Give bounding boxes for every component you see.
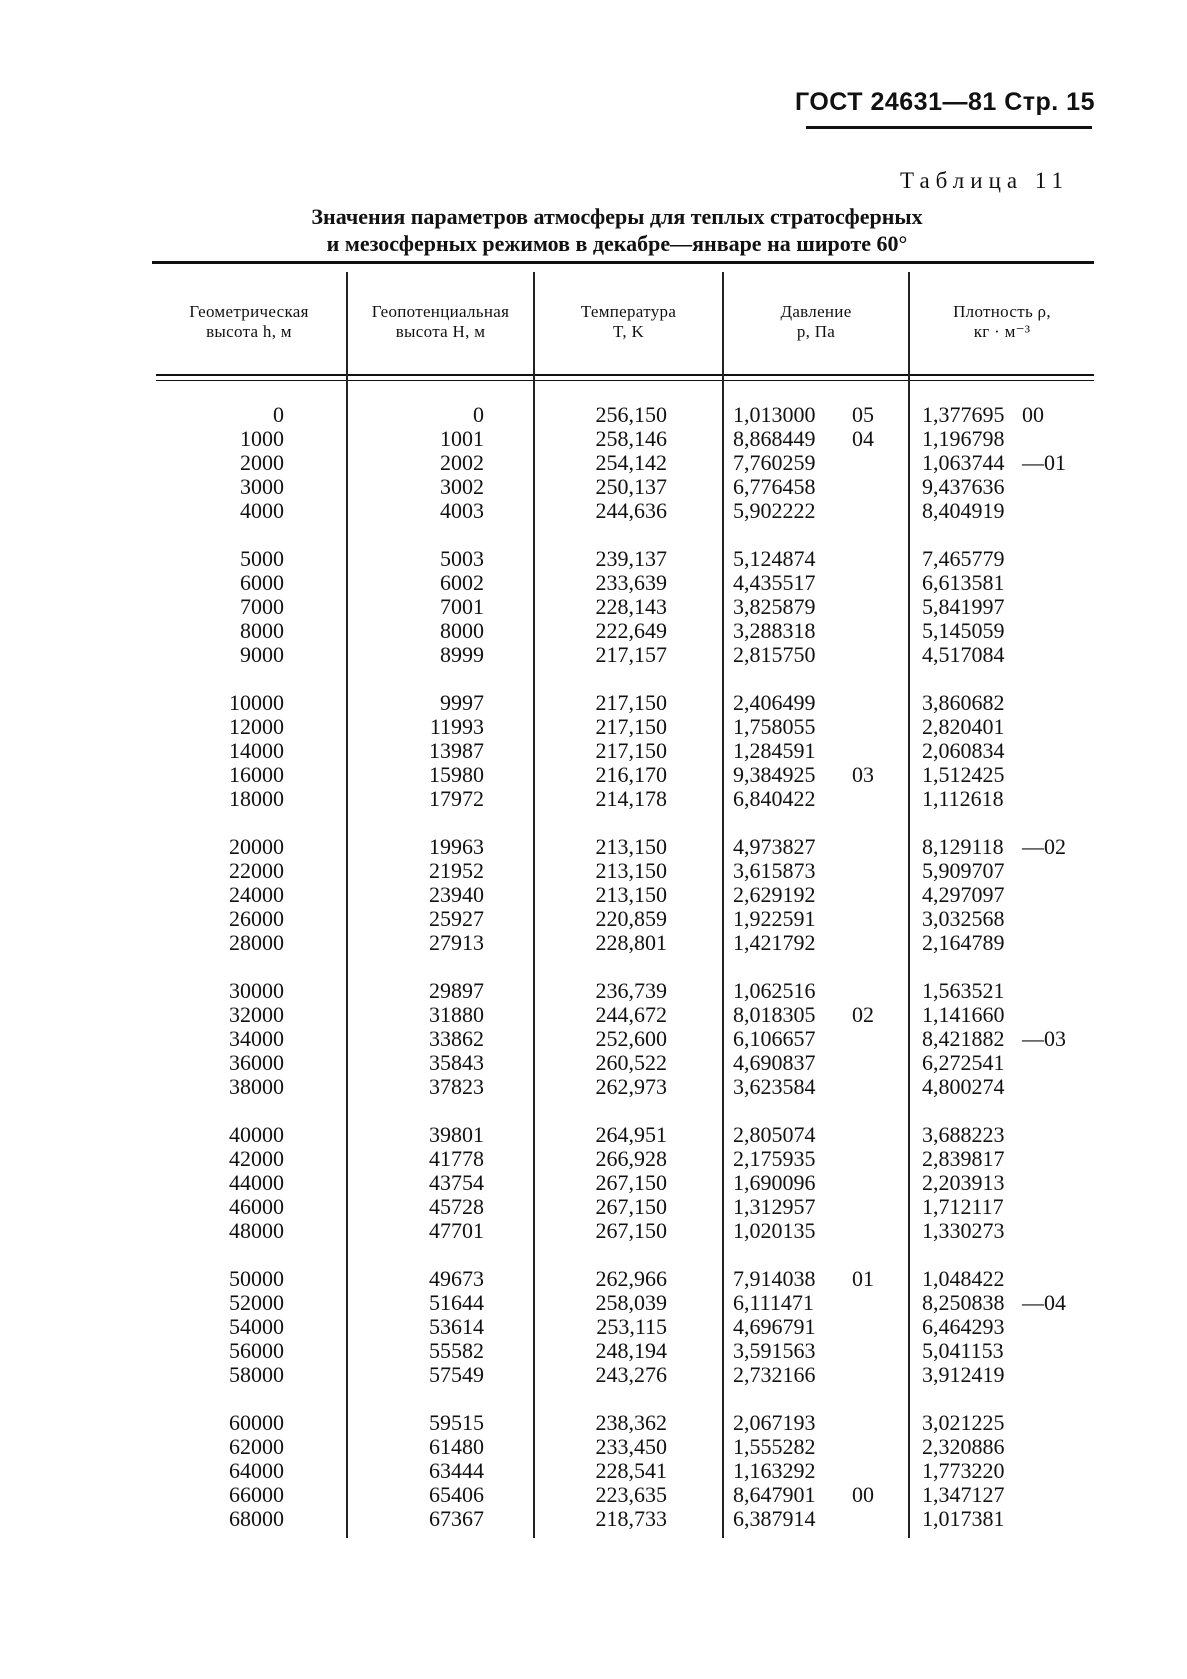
- cell-pressure: 1,922591: [733, 906, 816, 931]
- cell-pressure: 4,696791: [733, 1314, 816, 1339]
- cell-geometric-height: 20000: [229, 834, 284, 859]
- cell-temperature: 244,636: [595, 498, 667, 523]
- cell-density: 5,041153: [922, 1338, 1004, 1363]
- cell-geopotential-height: 27913: [429, 930, 484, 955]
- cell-density: 1,773220: [922, 1458, 1005, 1483]
- cell-density: 8,129118: [922, 834, 1004, 859]
- table-row: [0, 451, 1187, 475]
- cell-density: 1,347127: [922, 1482, 1005, 1507]
- cell-pressure: 2,067193: [733, 1410, 816, 1435]
- cell-geometric-height: 18000: [229, 786, 284, 811]
- cell-density-exponent: —01: [1022, 450, 1066, 475]
- cell-pressure-exponent: 01: [852, 1266, 874, 1291]
- cell-temperature: 213,150: [595, 834, 667, 859]
- cell-density: 2,320886: [922, 1434, 1005, 1459]
- cell-temperature: 238,362: [595, 1410, 667, 1435]
- header-bottom-rule-thin: [156, 380, 1094, 381]
- cell-temperature: 233,450: [595, 1434, 667, 1459]
- cell-density: 1,048422: [922, 1266, 1005, 1291]
- cell-pressure: 8,868449: [733, 426, 816, 451]
- table-row: [0, 571, 1187, 595]
- header-bottom-rule: [156, 374, 1094, 376]
- cell-pressure: 3,615873: [733, 858, 816, 883]
- cell-geopotential-height: 63444: [429, 1458, 484, 1483]
- cell-geometric-height: 0: [273, 402, 284, 427]
- table-row: [0, 403, 1187, 427]
- cell-geopotential-height: 41778: [429, 1146, 484, 1171]
- cell-pressure: 6,776458: [733, 474, 816, 499]
- cell-temperature: 244,672: [595, 1002, 667, 1027]
- table-row: [0, 1003, 1187, 1027]
- cell-pressure: 9,384925: [733, 762, 816, 787]
- table-row: [0, 1267, 1187, 1291]
- cell-geopotential-height: 1001: [440, 426, 484, 451]
- column-header-line2: высота H, м: [395, 322, 486, 341]
- cell-pressure: 3,825879: [733, 594, 816, 619]
- cell-geometric-height: 16000: [229, 762, 284, 787]
- cell-density: 6,613581: [922, 570, 1005, 595]
- cell-pressure-exponent: 03: [852, 762, 874, 787]
- cell-geopotential-height: 3002: [440, 474, 484, 499]
- table-row: [0, 475, 1187, 499]
- cell-pressure: 2,805074: [733, 1122, 816, 1147]
- cell-geopotential-height: 11993: [429, 714, 484, 739]
- cell-density: 5,841997: [922, 594, 1005, 619]
- cell-temperature: 267,150: [595, 1170, 667, 1195]
- cell-temperature: 220,859: [595, 906, 667, 931]
- cell-pressure-exponent: 02: [852, 1002, 874, 1027]
- cell-geometric-height: 2000: [240, 450, 284, 475]
- cell-geopotential-height: 47701: [429, 1218, 484, 1243]
- table-row: [0, 1459, 1187, 1483]
- cell-geometric-height: 42000: [229, 1146, 284, 1171]
- cell-geopotential-height: 6002: [440, 570, 484, 595]
- cell-temperature: 217,150: [595, 738, 667, 763]
- cell-density: 1,196798: [922, 426, 1005, 451]
- cell-pressure-exponent: 00: [852, 1482, 874, 1507]
- cell-geometric-height: 10000: [229, 690, 284, 715]
- cell-geopotential-height: 5003: [440, 546, 484, 571]
- cell-geopotential-height: 31880: [429, 1002, 484, 1027]
- table-row: [0, 1171, 1187, 1195]
- cell-density: 2,060834: [922, 738, 1005, 763]
- table-row: [0, 1123, 1187, 1147]
- table-title-line2: и мезосферных режимов в декабре—январе на широте 60°: [326, 231, 908, 256]
- cell-geometric-height: 40000: [229, 1122, 284, 1147]
- table-row: [0, 907, 1187, 931]
- cell-pressure: 1,312957: [733, 1194, 816, 1219]
- row-group: [0, 1123, 1187, 1243]
- cell-geometric-height: 64000: [229, 1458, 284, 1483]
- column-header-line2: T, K: [612, 322, 645, 341]
- cell-density: 3,860682: [922, 690, 1005, 715]
- cell-density: 3,021225: [922, 1410, 1005, 1435]
- column-header-geopotential-height: [348, 302, 533, 342]
- cell-geopotential-height: 21952: [429, 858, 484, 883]
- table-row: [0, 499, 1187, 523]
- table-row: [0, 739, 1187, 763]
- cell-temperature: 239,137: [595, 546, 667, 571]
- cell-geopotential-height: 4003: [440, 498, 484, 523]
- cell-density: 3,688223: [922, 1122, 1005, 1147]
- cell-geopotential-height: 9997: [440, 690, 484, 715]
- table-row: [0, 1051, 1187, 1075]
- cell-density-exponent: 00: [1022, 402, 1044, 427]
- cell-density: 4,517084: [922, 642, 1005, 667]
- cell-pressure: 1,555282: [733, 1434, 816, 1459]
- cell-geopotential-height: 25927: [429, 906, 484, 931]
- cell-geopotential-height: 53614: [429, 1314, 484, 1339]
- cell-geometric-height: 9000: [240, 642, 284, 667]
- cell-pressure: 3,288318: [733, 618, 816, 643]
- cell-geopotential-height: 8000: [440, 618, 484, 643]
- column-header-line1: Геометрическая: [189, 302, 309, 321]
- cell-temperature: 228,143: [595, 594, 667, 619]
- cell-density: 4,800274: [922, 1074, 1005, 1099]
- row-group: [0, 1267, 1187, 1387]
- row-group: [0, 1411, 1187, 1531]
- cell-geopotential-height: 59515: [429, 1410, 484, 1435]
- table-row: [0, 1075, 1187, 1099]
- cell-geopotential-height: 8999: [440, 642, 484, 667]
- table-row: [0, 859, 1187, 883]
- cell-temperature: 213,150: [595, 858, 667, 883]
- cell-geometric-height: 68000: [229, 1506, 284, 1531]
- cell-pressure: 4,690837: [733, 1050, 816, 1075]
- header-rule: [806, 126, 1092, 129]
- table-row: [0, 1435, 1187, 1459]
- cell-temperature: 254,142: [595, 450, 667, 475]
- cell-density-exponent: —03: [1022, 1026, 1066, 1051]
- cell-geometric-height: 28000: [229, 930, 284, 955]
- cell-density: 8,404919: [922, 498, 1005, 523]
- cell-geometric-height: 60000: [229, 1410, 284, 1435]
- cell-temperature: 253,115: [596, 1314, 667, 1339]
- cell-geopotential-height: 55582: [429, 1338, 484, 1363]
- cell-density: 8,421882: [922, 1026, 1005, 1051]
- row-group: [0, 979, 1187, 1099]
- table-row: [0, 1147, 1187, 1171]
- cell-geopotential-height: 65406: [429, 1482, 484, 1507]
- cell-density: 4,297097: [922, 882, 1005, 907]
- cell-pressure: 4,435517: [733, 570, 816, 595]
- cell-temperature: 228,541: [595, 1458, 667, 1483]
- table-top-rule: [152, 261, 1094, 264]
- cell-density: 8,250838: [922, 1290, 1005, 1315]
- cell-geometric-height: 24000: [229, 882, 284, 907]
- column-header-line1: Давление: [780, 302, 852, 321]
- column-header-line2: кг · м⁻³: [973, 322, 1031, 341]
- row-group: [0, 403, 1187, 523]
- column-header-line2: высота h, м: [206, 322, 292, 341]
- cell-geometric-height: 30000: [229, 978, 284, 1003]
- cell-pressure: 1,163292: [733, 1458, 816, 1483]
- cell-geopotential-height: 35843: [429, 1050, 484, 1075]
- column-header-line1: Температура: [580, 302, 677, 321]
- table-row: [0, 1195, 1187, 1219]
- cell-temperature: 258,146: [595, 426, 667, 451]
- table-title-line1: Значения параметров атмосферы для теплых стратосферных: [311, 204, 923, 229]
- table-row: [0, 691, 1187, 715]
- table-row: [0, 1507, 1187, 1531]
- cell-temperature: 228,801: [595, 930, 667, 955]
- cell-geometric-height: 32000: [229, 1002, 284, 1027]
- cell-density: 1,712117: [922, 1194, 1004, 1219]
- cell-density: 2,820401: [922, 714, 1005, 739]
- table-row: [0, 1291, 1187, 1315]
- cell-geopotential-height: 23940: [429, 882, 484, 907]
- cell-temperature: 264,951: [595, 1122, 667, 1147]
- column-header-density: [910, 302, 1094, 342]
- cell-geometric-height: 50000: [229, 1266, 284, 1291]
- cell-temperature: 267,150: [595, 1194, 667, 1219]
- cell-pressure: 7,760259: [733, 450, 816, 475]
- cell-pressure: 1,690096: [733, 1170, 816, 1195]
- cell-pressure: 1,020135: [733, 1218, 816, 1243]
- column-header-geometric-height: [152, 302, 346, 342]
- cell-density: 1,112618: [922, 786, 1004, 811]
- cell-pressure: 6,840422: [733, 786, 816, 811]
- cell-pressure: 8,018305: [733, 1002, 816, 1027]
- cell-geometric-height: 34000: [229, 1026, 284, 1051]
- cell-pressure: 4,973827: [733, 834, 816, 859]
- cell-geometric-height: 14000: [229, 738, 284, 763]
- cell-geopotential-height: 2002: [440, 450, 484, 475]
- cell-geometric-height: 8000: [240, 618, 284, 643]
- cell-density: 1,017381: [922, 1506, 1005, 1531]
- column-header-line1: Плотность ρ,: [953, 302, 1051, 321]
- cell-geometric-height: 54000: [229, 1314, 284, 1339]
- column-header-line1: Геопотенциальная: [371, 302, 510, 321]
- cell-geometric-height: 7000: [240, 594, 284, 619]
- cell-density: 3,032568: [922, 906, 1005, 931]
- cell-geopotential-height: 17972: [429, 786, 484, 811]
- cell-pressure: 7,914038: [733, 1266, 816, 1291]
- cell-geometric-height: 4000: [240, 498, 284, 523]
- cell-temperature: 248,194: [595, 1338, 667, 1363]
- table-body: [0, 403, 1187, 1555]
- table-row: [0, 1339, 1187, 1363]
- cell-pressure: 2,175935: [733, 1146, 816, 1171]
- cell-temperature: 258,039: [595, 1290, 667, 1315]
- cell-geopotential-height: 33862: [429, 1026, 484, 1051]
- cell-density: 6,464293: [922, 1314, 1005, 1339]
- cell-pressure: 8,647901: [733, 1482, 816, 1507]
- cell-geometric-height: 38000: [229, 1074, 284, 1099]
- table-row: [0, 835, 1187, 859]
- row-group: [0, 691, 1187, 811]
- cell-pressure: 2,406499: [733, 690, 816, 715]
- cell-density-exponent: —04: [1022, 1290, 1066, 1315]
- cell-density: 1,063744: [922, 450, 1005, 475]
- cell-temperature: 222,649: [595, 618, 667, 643]
- cell-density: 2,839817: [922, 1146, 1005, 1171]
- cell-density: 1,512425: [922, 762, 1005, 787]
- table-row: [0, 1363, 1187, 1387]
- cell-geopotential-height: 15980: [429, 762, 484, 787]
- cell-geometric-height: 46000: [229, 1194, 284, 1219]
- cell-pressure: 2,815750: [733, 642, 816, 667]
- cell-temperature: 214,178: [595, 786, 667, 811]
- cell-temperature: 262,966: [595, 1266, 667, 1291]
- cell-pressure: 5,124874: [733, 546, 816, 571]
- cell-geometric-height: 52000: [229, 1290, 284, 1315]
- cell-pressure: 5,902222: [733, 498, 816, 523]
- cell-geometric-height: 56000: [229, 1338, 284, 1363]
- cell-pressure: 1,284591: [733, 738, 816, 763]
- cell-density: 5,145059: [922, 618, 1005, 643]
- cell-temperature: 267,150: [595, 1218, 667, 1243]
- cell-geometric-height: 1000: [240, 426, 284, 451]
- cell-geopotential-height: 37823: [429, 1074, 484, 1099]
- table-row: [0, 1411, 1187, 1435]
- cell-pressure-exponent: 05: [852, 402, 874, 427]
- cell-geopotential-height: 43754: [429, 1170, 484, 1195]
- cell-temperature: 216,170: [595, 762, 667, 787]
- cell-density: 2,164789: [922, 930, 1005, 955]
- cell-pressure: 6,111471: [733, 1290, 814, 1315]
- table-number: Таблица 11: [899, 168, 1069, 193]
- cell-temperature: 217,150: [595, 714, 667, 739]
- cell-pressure: 3,623584: [733, 1074, 816, 1099]
- cell-temperature: 213,150: [595, 882, 667, 907]
- cell-geometric-height: 3000: [240, 474, 284, 499]
- cell-geopotential-height: 61480: [429, 1434, 484, 1459]
- cell-density: 1,377695: [922, 402, 1005, 427]
- cell-temperature: 252,600: [595, 1026, 667, 1051]
- cell-density: 3,912419: [922, 1362, 1005, 1387]
- cell-geopotential-height: 67367: [429, 1506, 484, 1531]
- cell-geometric-height: 5000: [240, 546, 284, 571]
- cell-geometric-height: 44000: [229, 1170, 284, 1195]
- cell-density-exponent: —02: [1022, 834, 1066, 859]
- cell-pressure: 6,387914: [733, 1506, 816, 1531]
- cell-density: 1,330273: [922, 1218, 1005, 1243]
- table-row: [0, 715, 1187, 739]
- cell-geopotential-height: 57549: [429, 1362, 484, 1387]
- cell-temperature: 250,137: [595, 474, 667, 499]
- cell-temperature: 217,157: [595, 642, 667, 667]
- column-header-pressure: [724, 302, 908, 342]
- cell-temperature: 233,639: [595, 570, 667, 595]
- table-row: [0, 883, 1187, 907]
- table-row: [0, 1315, 1187, 1339]
- cell-geopotential-height: 29897: [429, 978, 484, 1003]
- cell-geometric-height: 36000: [229, 1050, 284, 1075]
- cell-pressure: 1,421792: [733, 930, 816, 955]
- cell-geopotential-height: 49673: [429, 1266, 484, 1291]
- cell-density: 6,272541: [922, 1050, 1005, 1075]
- table-row: [0, 427, 1187, 451]
- cell-density: 5,909707: [922, 858, 1005, 883]
- cell-density: 1,141660: [922, 1002, 1005, 1027]
- cell-density: 1,563521: [922, 978, 1005, 1003]
- column-header-temperature: [535, 302, 722, 342]
- page-header: ГОСТ 24631—81 Стр. 15: [795, 88, 1095, 116]
- table-row: [0, 931, 1187, 955]
- table-row: [0, 643, 1187, 667]
- cell-geometric-height: 66000: [229, 1482, 284, 1507]
- cell-geopotential-height: 19963: [429, 834, 484, 859]
- cell-geopotential-height: 13987: [429, 738, 484, 763]
- cell-density: 7,465779: [922, 546, 1005, 571]
- cell-pressure: 1,062516: [733, 978, 816, 1003]
- cell-temperature: 260,522: [595, 1050, 667, 1075]
- column-header-line2: p, Па: [796, 322, 836, 341]
- cell-pressure: 2,629192: [733, 882, 816, 907]
- table-row: [0, 787, 1187, 811]
- cell-temperature: 262,973: [595, 1074, 667, 1099]
- cell-geopotential-height: 51644: [429, 1290, 484, 1315]
- cell-geopotential-height: 45728: [429, 1194, 484, 1219]
- table-row: [0, 595, 1187, 619]
- table-row: [0, 979, 1187, 1003]
- cell-geometric-height: 48000: [229, 1218, 284, 1243]
- cell-density: 9,437636: [922, 474, 1005, 499]
- cell-temperature: 243,276: [595, 1362, 667, 1387]
- cell-geopotential-height: 0: [473, 402, 484, 427]
- table-row: [0, 763, 1187, 787]
- cell-density: 2,203913: [922, 1170, 1005, 1195]
- cell-geopotential-height: 39801: [429, 1122, 484, 1147]
- table-row: [0, 1027, 1187, 1051]
- cell-pressure: 3,591563: [733, 1338, 816, 1363]
- table-row: [0, 547, 1187, 571]
- cell-temperature: 236,739: [595, 978, 667, 1003]
- cell-geometric-height: 26000: [229, 906, 284, 931]
- cell-pressure: 6,106657: [733, 1026, 816, 1051]
- cell-geometric-height: 62000: [229, 1434, 284, 1459]
- cell-geometric-height: 12000: [229, 714, 284, 739]
- cell-pressure: 2,732166: [733, 1362, 816, 1387]
- cell-temperature: 266,928: [595, 1146, 667, 1171]
- cell-pressure: 1,013000: [733, 402, 816, 427]
- row-group: [0, 547, 1187, 667]
- cell-temperature: 256,150: [595, 402, 667, 427]
- cell-geometric-height: 22000: [229, 858, 284, 883]
- cell-geopotential-height: 7001: [440, 594, 484, 619]
- cell-pressure-exponent: 04: [852, 426, 874, 451]
- cell-temperature: 217,150: [595, 690, 667, 715]
- cell-pressure: 1,758055: [733, 714, 816, 739]
- table-row: [0, 619, 1187, 643]
- table-title: [152, 203, 1082, 257]
- cell-temperature: 223,635: [595, 1482, 667, 1507]
- cell-temperature: 218,733: [595, 1506, 667, 1531]
- table-row: [0, 1483, 1187, 1507]
- cell-geometric-height: 6000: [240, 570, 284, 595]
- table-row: [0, 1219, 1187, 1243]
- row-group: [0, 835, 1187, 955]
- cell-geometric-height: 58000: [229, 1362, 284, 1387]
